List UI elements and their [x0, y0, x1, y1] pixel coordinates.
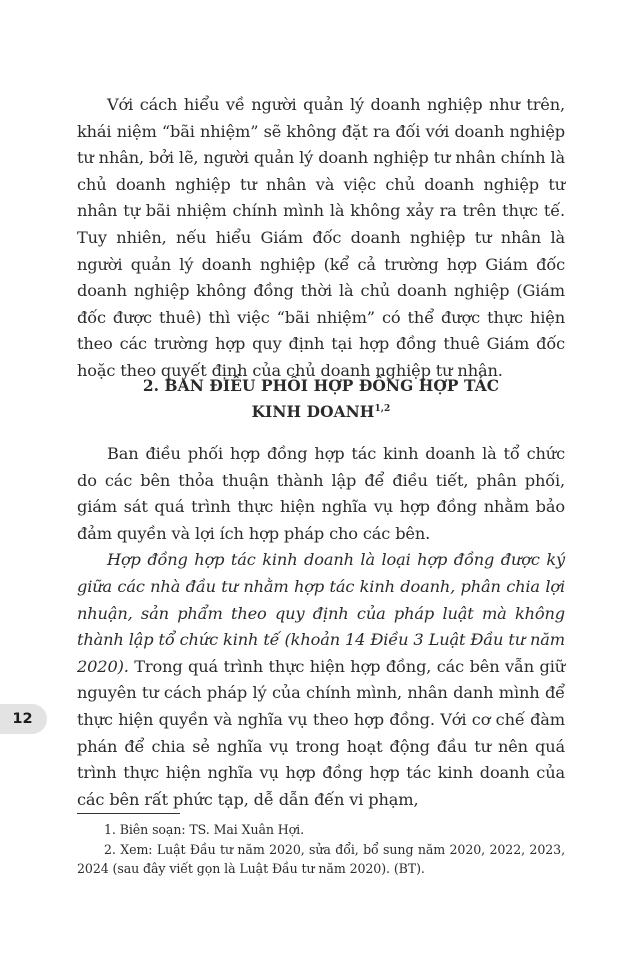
footnote-divider [77, 813, 180, 814]
section-heading-line-2 [77, 399, 565, 425]
paragraph-1: Với cách hiểu về người quản lý doanh nghiệp như trên, khái niệm “bãi nhiệm” sẽ không đặt ra đối với doanh nghiệp tư nhân, bởi lẽ, người quản lý doanh nghiệp tư nhân chính là chủ doanh nghiệp tư nhân và việc chủ doanh nghiệp tư nhân tự bãi nhiệm chính mình là không xảy ra trên thực tế. Tuy nhiên, nếu hiểu Giám đốc doanh nghiệp tư nhân là người quản lý doanh nghiệp (kể cả trường hợp Giám đốc doanh nghiệp không đồng thời là chủ doanh nghiệp (Giám đốc được thuê) thì việc “bãi nhiệm” có thể được thực hiện theo các trường hợp quy định tại hợp đồng thuê Giám đốc hoặc theo quyết định của chủ doanh nghiệp tư nhân. [77, 95, 565, 380]
footnote-1: 1. Biên soạn: TS. Mai Xuân Hợi. [104, 822, 304, 837]
paragraph-3-italic: Hợp đồng hợp tác kinh doanh là loại hợp đồng được ký giữa các nhà đầu tư nhằm hợp tác kinh doanh, phân chia lợi nhuận, sản phẩm theo quy định của pháp luật mà không thành lập tổ chức kinh tế (khoản 14 Điều 3 Luật Đầu tư năm 2020). [77, 550, 565, 676]
section-heading-line-1: 2. BAN ĐIỀU PHỐI HỢP ĐỒNG HỢP TÁC [142, 377, 500, 395]
section-heading [77, 373, 565, 425]
page-number-tab [0, 704, 47, 734]
body-text-top [77, 92, 565, 385]
paragraph-3 [77, 547, 565, 813]
footnote-marks: 1,2 [374, 403, 391, 414]
section-heading-line-2-text: KINH DOANH [251, 403, 375, 421]
footnotes [77, 820, 565, 879]
page-number: 12 [12, 711, 33, 727]
body-text-bottom [77, 441, 565, 813]
paragraph-3-normal: Trong quá trình thực hiện hợp đồng, các bên vẫn giữ nguyên tư cách pháp lý của chính mình, nhân danh mình để thực hiện quyền và nghĩa vụ theo hợp đồng. Với cơ chế đàm phán để chia sẻ nghĩa vụ trong hoạt động đầu tư nên quá trình thực hiện nghĩa vụ hợp đồng hợp tác kinh doanh của các bên rất phức tạp, dễ dẫn đến vi phạm, [77, 656, 565, 809]
footnote-2: 2. Xem: Luật Đầu tư năm 2020, sửa đổi, bổ sung năm 2020, 2022, 2023, 2024 (sau đây viết gọn là Luật Đầu tư năm 2020). (BT). [77, 841, 565, 876]
paragraph-2: Ban điều phối hợp đồng hợp tác kinh doanh là tổ chức do các bên thỏa thuận thành lập để điều tiết, phân phối, giám sát quá trình thực hiện nghĩa vụ hợp đồng nhằm bảo đảm quyền và lợi ích hợp pháp cho các bên. [77, 444, 565, 543]
